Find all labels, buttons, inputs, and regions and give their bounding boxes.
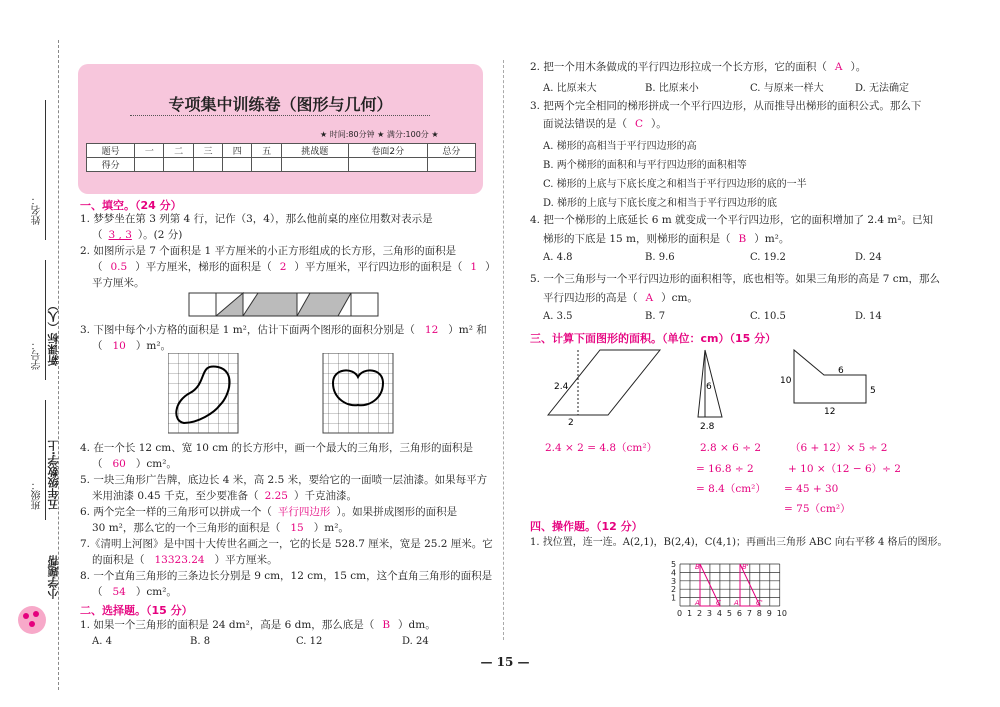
answer: 13323.24 <box>154 554 205 566</box>
id-label: 学号： <box>32 340 43 370</box>
score-header-row <box>87 144 476 158</box>
triangle-height-label: 6 <box>706 382 712 392</box>
text: 米用油漆 0.45 千克，至少要准备（ <box>92 490 259 502</box>
text: 30 m²，那么它的一个三角形的面积是（ <box>92 522 281 534</box>
fill-q8-line2 <box>92 585 177 599</box>
x-tick-label: 6 <box>736 609 742 618</box>
answer: B <box>738 233 747 245</box>
x-tick-label: 8 <box>756 609 762 618</box>
choice-q5-option[interactable]: C. 10.5 <box>750 311 786 322</box>
section-fill-title: 一、填空。（24 分） <box>80 199 182 212</box>
answer: B <box>382 619 391 631</box>
y-tick-label: 1 <box>671 593 677 603</box>
point-label: A <box>695 599 700 607</box>
choice-q5-option[interactable]: B. 7 <box>645 311 666 322</box>
answer: 15 <box>290 522 304 534</box>
edition-label: 新课标（人） <box>47 300 60 366</box>
score-header: 总分 <box>427 144 475 158</box>
text: 2. 把一个用木条做成的平行四边形拉成一个长方形，它的面积（ <box>530 61 827 73</box>
calc-answer-3-l2: + 10 ×（12 − 6）÷ 2 <box>788 463 901 475</box>
choice-q2 <box>530 60 866 74</box>
fill-q3-line1 <box>80 323 487 337</box>
text: ） <box>485 261 496 273</box>
fill-q4-line2 <box>92 457 177 471</box>
y-tick-label: 5 <box>671 560 677 569</box>
choice-q2-option[interactable]: C. 与原来一样大 <box>750 83 824 94</box>
y-tick-label: 4 <box>671 568 677 578</box>
choice-q5-option[interactable]: D. 14 <box>855 311 882 322</box>
text: （ <box>92 261 103 273</box>
score-table <box>86 143 476 172</box>
text: （ <box>92 340 103 352</box>
calc-answer-2-l2: = 16.8 ÷ 2 <box>696 463 754 475</box>
fill-q3-line2 <box>92 339 171 353</box>
point-label: A' <box>734 599 741 607</box>
composite-left-label: 10 <box>780 376 792 386</box>
composite-right-label: 5 <box>870 386 876 396</box>
score-cell[interactable] <box>348 158 427 172</box>
fill-q2-line2 <box>92 260 496 274</box>
title-underline <box>130 115 430 116</box>
section-choice-title: 二、选择题。（15 分） <box>80 604 193 617</box>
choice-q2-option[interactable]: D. 无法确定 <box>855 83 910 94</box>
point-label: C <box>716 599 721 607</box>
answer: 3 , 3 <box>108 229 132 241</box>
text: 3. 下图中每个小方格的面积是 1 m²，估计下面两个图形的面积分别是（ <box>80 324 415 336</box>
text: 的面积是（ <box>92 554 145 566</box>
y-tick-label: 2 <box>671 585 677 595</box>
calc-answer-3-l3: = 45 + 30 <box>784 483 839 495</box>
choice-q1 <box>80 618 436 632</box>
x-tick-label: 1 <box>686 609 693 618</box>
score-header: 题号 <box>87 144 135 158</box>
text: 面说法错误的是（ <box>543 118 627 130</box>
brand-logo-icon <box>12 600 52 640</box>
text: ）m² 和 <box>448 324 487 336</box>
grid-shapes-figure <box>168 353 418 443</box>
score-cell[interactable] <box>223 158 252 172</box>
choice-q1-option[interactable]: B. 8 <box>190 636 211 647</box>
answer: 60 <box>112 458 126 470</box>
score-cell[interactable] <box>164 158 193 172</box>
calc-figures <box>540 345 880 435</box>
text: 1. 如果一个三角形的面积是 24 dm²，高是 6 dm，那么底是（ <box>80 619 375 631</box>
text: ）平方厘米，梯形的面积是（ <box>135 261 272 273</box>
answer: A <box>645 292 654 304</box>
text: 梯形的下底是 15 m，则梯形的面积是（ <box>543 233 731 245</box>
choice-q1-option[interactable]: D. 24 <box>402 636 429 647</box>
point-label: B <box>695 563 700 571</box>
x-tick-label: 0 <box>677 609 683 618</box>
x-tick-label: 5 <box>726 609 732 618</box>
exam-meta: ★ 时间:80分钟 ★ 满分:100分 ★ <box>320 130 439 139</box>
x-tick-label: 7 <box>746 609 752 618</box>
text: ）m²。 <box>313 522 349 534</box>
text: 6. 两个完全一样的三角形可以拼成一个（ <box>80 506 272 518</box>
fill-q6-line1 <box>80 505 457 519</box>
binding-strip <box>0 0 70 707</box>
score-cell[interactable] <box>281 158 348 172</box>
fill-q7-line1: 7.《清明上河图》是中国十大传世名画之一，它的长是 528.7 厘米，宽是 25.2 厘米。它 <box>80 538 493 550</box>
text: ）千克油漆。 <box>293 490 357 502</box>
fill-q5-line1: 5. 一块三角形广告牌，底边长 4 米，高 2.5 米，要给它的一面喷一层油漆。如果每平方 <box>80 474 488 486</box>
text: ）dm。 <box>398 619 436 631</box>
answer: A <box>834 61 843 73</box>
score-cell[interactable] <box>193 158 222 172</box>
calc-answer-1: 2.4 × 2 = 4.8（cm²） <box>545 442 658 454</box>
section-calc-title: 三、计算下面图形的面积。（单位：cm）（15 分） <box>530 332 777 345</box>
calc-answer-3-l4: = 75（cm²） <box>784 503 851 515</box>
text: ）。(2 分) <box>137 229 183 241</box>
answer: 平行四边形 <box>277 506 331 518</box>
fill-q2-line1: 2. 如图所示是 7 个面积是 1 平方厘米的小正方形组成的长方形，三角形的面积是 <box>80 245 457 257</box>
score-row <box>87 158 476 172</box>
answer: 0.5 <box>110 261 128 273</box>
fill-q1-line1: 1. 梦梦坐在第 3 列第 4 行，记作（3，4），那么他前桌的座位用数对表示是 <box>80 213 433 225</box>
section-operation-title: 四、操作题。（12 分） <box>530 520 643 533</box>
fill-q8-line1: 8. 一个直角三角形的三条边长分别是 9 cm，12 cm，15 cm，这个直角三角形的面积是 <box>80 570 493 582</box>
text: ）m²。 <box>754 233 790 245</box>
choice-q2-option[interactable]: B. 比原来小 <box>645 83 699 94</box>
text: （ <box>92 458 103 470</box>
text: ）。 <box>651 118 667 130</box>
score-cell[interactable] <box>135 158 164 172</box>
brand-label: 小学题帮 <box>47 555 60 599</box>
seven-squares-figure <box>188 292 380 318</box>
page-number: — 15 — <box>480 655 530 669</box>
composite-bottom-label: 12 <box>824 407 836 417</box>
text: 平行四边形的高是（ <box>543 292 638 304</box>
text: （ <box>92 229 103 241</box>
x-tick-label: 3 <box>706 609 713 618</box>
fill-q7-line2 <box>92 553 278 567</box>
name-label: 姓名： <box>32 195 43 225</box>
choice-q3-line1: 3. 把两个完全相同的梯形拼成一个平行四边形，从而推导出梯形的面积公式。那么下 <box>530 100 922 112</box>
score-row-label: 得分 <box>87 158 135 172</box>
class-label: 班级： <box>32 480 43 510</box>
answer: 54 <box>112 586 126 598</box>
choice-q3-option[interactable]: C. 梯形的上底与下底长度之和相当于平行四边形的底的一半 <box>543 179 807 190</box>
choice-q3-option[interactable]: B. 两个梯形的面积和与平行四边形的面积相等 <box>543 160 747 171</box>
coordinate-grid <box>668 558 808 630</box>
score-header: 一 <box>135 144 164 158</box>
choice-q4-option[interactable]: B. 9.6 <box>645 252 675 263</box>
choice-q1-option[interactable]: A. 4 <box>92 636 112 647</box>
choice-q4-option[interactable]: C. 19.2 <box>750 252 786 263</box>
x-tick-label: 4 <box>716 609 722 618</box>
choice-q3-option[interactable]: D. 梯形的上底与下底长度之和相当于平行四边形的底 <box>543 198 778 209</box>
text: （ <box>92 586 103 598</box>
name-line <box>45 100 46 240</box>
text: ）m²。 <box>135 340 172 352</box>
answer: 12 <box>424 324 439 336</box>
fill-q1-line2 <box>92 228 182 242</box>
column-divider <box>503 60 504 640</box>
composite-top-label: 6 <box>838 366 844 376</box>
score-header: 五 <box>252 144 281 158</box>
calc-answer-3-l1: （6 + 12）× 5 ÷ 2 <box>790 442 888 454</box>
point-label: B' <box>742 563 749 571</box>
fill-q2-line3: 平方厘米。 <box>92 277 145 289</box>
choice-q2-option[interactable]: A. 比原来大 <box>543 83 597 94</box>
choice-q3-line2 <box>543 117 667 131</box>
triangle-base-label: 2.8 <box>700 422 715 432</box>
fill-q4-line1: 4. 在一个长 12 cm、宽 10 cm 的长方形中，画一个最大的三角形，三角形的面积是 <box>80 442 473 454</box>
grade-label: 五年级数学·上 <box>47 440 60 511</box>
text: ）。如果拼成图形的面积是 <box>336 506 458 518</box>
choice-q5-option[interactable]: A. 3.5 <box>543 311 573 322</box>
text: ）cm。 <box>661 292 698 304</box>
choice-q3-option[interactable]: A. 梯形的高相当于平行四边形的高 <box>543 141 697 152</box>
score-header: 三 <box>193 144 222 158</box>
choice-q4-line2 <box>543 232 789 246</box>
score-header: 卷面2分 <box>348 144 427 158</box>
fill-q5-line2 <box>92 489 357 503</box>
text: ）cm²。 <box>135 458 177 470</box>
parallelogram-height-label: 2.4 <box>554 382 569 392</box>
point-label: C' <box>756 599 763 607</box>
choice-q1-option[interactable]: C. 12 <box>296 636 323 647</box>
composite-shape <box>794 350 866 403</box>
text: ）。 <box>850 61 867 73</box>
text: ）平方厘米，平行四边形的面积是（ <box>294 261 463 273</box>
text: ）平方厘米。 <box>214 554 278 566</box>
choice-q4-line1: 4. 把一个梯形的上底延长 6 m 就变成一个平行四边形，它的面积增加了 2.4 m²。已知 <box>530 214 934 226</box>
text: ）cm²。 <box>135 586 177 598</box>
choice-q4-option[interactable]: D. 24 <box>855 252 882 263</box>
score-cell[interactable] <box>252 158 281 172</box>
choice-q5-line2 <box>543 291 698 305</box>
answer: 2.25 <box>264 490 288 502</box>
op-q1: 1. 找位置，连一连。A(2,1)，B(2,4)，C(4,1)；再画出三角形 ABC 向右平移 4 格后的图形。 <box>530 537 948 548</box>
x-tick-label: 9 <box>766 609 772 618</box>
parallelogram-base-label: 2 <box>568 418 574 428</box>
score-header: 四 <box>223 144 252 158</box>
answer: 1 <box>470 261 478 273</box>
page-title: 专项集中训练卷（图形与几何） <box>168 95 393 114</box>
choice-q4-option[interactable]: A. 4.8 <box>543 252 573 263</box>
fill-q6-line2 <box>92 521 349 535</box>
answer: 2 <box>279 261 287 273</box>
calc-answer-2-l1: 2.8 × 6 ÷ 2 <box>700 442 762 454</box>
x-tick-label: 2 <box>696 609 703 618</box>
score-header: 挑战题 <box>281 144 348 158</box>
answer: 10 <box>112 340 126 352</box>
choice-q5-line1: 5. 一个三角形与一个平行四边形的面积相等，底也相等。如果三角形的高是 7 cm，那么 <box>530 273 941 285</box>
x-tick-label: 10 <box>776 609 787 618</box>
answer: C <box>635 118 644 130</box>
y-tick-label: 3 <box>671 576 677 586</box>
calc-answer-2-l3: = 8.4（cm²） <box>696 483 766 495</box>
score-cell[interactable] <box>427 158 475 172</box>
score-header: 二 <box>164 144 193 158</box>
